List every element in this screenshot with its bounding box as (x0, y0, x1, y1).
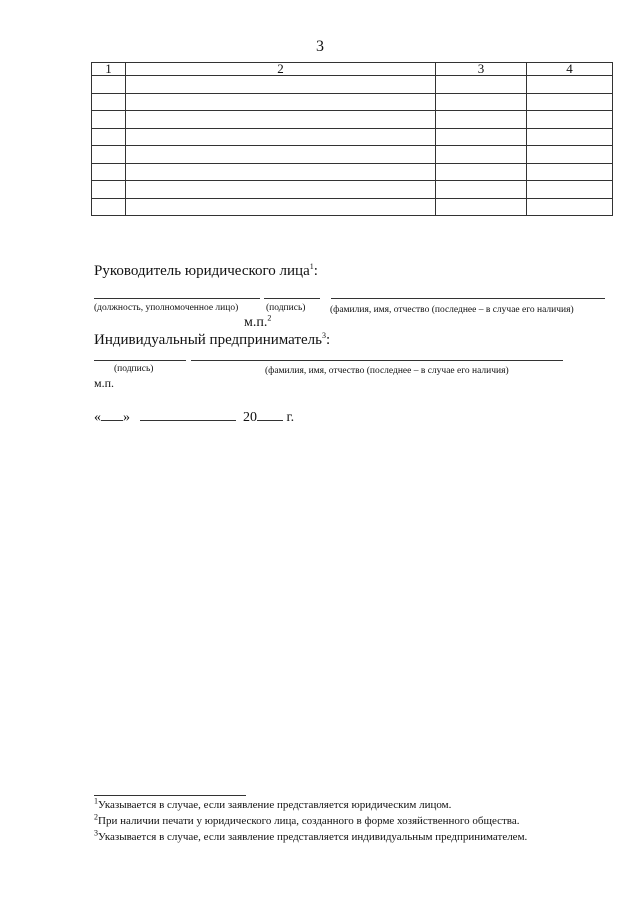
table-row (92, 198, 613, 216)
table-cell[interactable] (126, 181, 436, 199)
entrepreneur-title: Индивидуальный предприниматель (94, 332, 322, 348)
year-blank (257, 420, 283, 421)
footnote-mark: 1 (94, 796, 98, 806)
table-header-cell: 2 (126, 63, 436, 76)
month-blank (140, 420, 236, 421)
table-header-cell: 1 (92, 63, 126, 76)
table-row (92, 181, 613, 199)
legal-entity-title: Руководитель юридического лица (94, 263, 310, 279)
table-row (92, 93, 613, 111)
table-cell[interactable] (92, 163, 126, 181)
table-cell[interactable] (527, 93, 613, 111)
table-body (92, 76, 613, 216)
day-blank (101, 420, 123, 421)
entrepreneur-label-signature: (подпись) (114, 364, 154, 374)
footnote-text: Указывается в случае, если заявление представляется индивидуальным предпринимателем. (98, 831, 528, 843)
footnote-ref: 1 (309, 262, 314, 271)
table-cell[interactable] (126, 128, 436, 146)
date-line (94, 410, 294, 426)
table-cell[interactable] (92, 198, 126, 216)
table-cell[interactable] (126, 111, 436, 129)
table-row (92, 128, 613, 146)
table-cell[interactable] (126, 198, 436, 216)
heading-colon: : (313, 263, 318, 279)
table-cell[interactable] (92, 111, 126, 129)
table-cell[interactable] (436, 146, 527, 164)
footnote-ref: 2 (267, 313, 272, 323)
label-signature: (подпись) (266, 303, 306, 313)
table-cell[interactable] (92, 128, 126, 146)
table-row (92, 76, 613, 94)
footnote-3 (94, 828, 528, 843)
footnote-1 (94, 796, 452, 811)
table-cell[interactable] (436, 111, 527, 129)
footnote-ref: 3 (322, 331, 326, 340)
table-cell[interactable] (527, 198, 613, 216)
date-close-quote: » (123, 410, 130, 425)
footnote-separator (94, 795, 246, 796)
label-full-name: (фамилия, имя, отчество (последнее – в случае его наличия) (330, 305, 574, 315)
footnote-mark: 2 (94, 812, 98, 822)
table-cell[interactable] (436, 128, 527, 146)
table-cell[interactable] (527, 128, 613, 146)
table-cell[interactable] (436, 76, 527, 94)
stamp-label: м.п. (244, 315, 268, 330)
table-cell[interactable] (527, 181, 613, 199)
table-header-cell: 3 (436, 63, 527, 76)
table-cell[interactable] (436, 198, 527, 216)
label-position: (должность, уполномоченное лицо) (94, 303, 239, 313)
entrepreneur-stamp: м.п. (94, 376, 115, 390)
table-cell[interactable] (126, 76, 436, 94)
footnote-2 (94, 812, 520, 827)
table-cell[interactable] (527, 76, 613, 94)
table-cell[interactable] (126, 93, 436, 111)
table-cell[interactable] (527, 146, 613, 164)
entrepreneur-name-line (191, 360, 563, 361)
table-cell[interactable] (92, 146, 126, 164)
legal-entity-stamp (244, 315, 271, 331)
date-open-quote: « (94, 410, 101, 425)
signature-line (264, 298, 320, 299)
table-row (92, 111, 613, 129)
table-header-cell: 4 (527, 63, 613, 76)
heading-colon: : (326, 332, 331, 348)
entrepreneur-heading (94, 332, 330, 349)
legal-entity-heading (94, 263, 318, 280)
table-row (92, 146, 613, 164)
table-cell[interactable] (527, 111, 613, 129)
position-signature-line (94, 298, 260, 299)
year-suffix: г. (286, 410, 295, 425)
entrepreneur-signature-line (94, 360, 186, 361)
table-cell[interactable] (436, 163, 527, 181)
page-number: 3 (316, 38, 324, 55)
footnote-text: Указывается в случае, если заявление представляется юридическим лицом. (98, 799, 452, 811)
table-row (92, 163, 613, 181)
entrepreneur-label-full-name: (фамилия, имя, отчество (последнее – в случае его наличия) (265, 366, 509, 376)
table-cell[interactable] (126, 146, 436, 164)
table-cell[interactable] (92, 181, 126, 199)
table-cell[interactable] (436, 181, 527, 199)
table-cell[interactable] (126, 163, 436, 181)
footnote-mark: 3 (94, 828, 98, 838)
name-signature-line (331, 298, 605, 299)
year-prefix: 20 (243, 410, 257, 425)
table-cell[interactable] (92, 93, 126, 111)
table-header-row (92, 63, 613, 76)
table-cell[interactable] (527, 163, 613, 181)
table-cell[interactable] (92, 76, 126, 94)
data-table (91, 62, 613, 216)
footnote-text: При наличии печати у юридического лица, созданного в форме хозяйственного общества. (98, 815, 520, 827)
table-cell[interactable] (436, 93, 527, 111)
